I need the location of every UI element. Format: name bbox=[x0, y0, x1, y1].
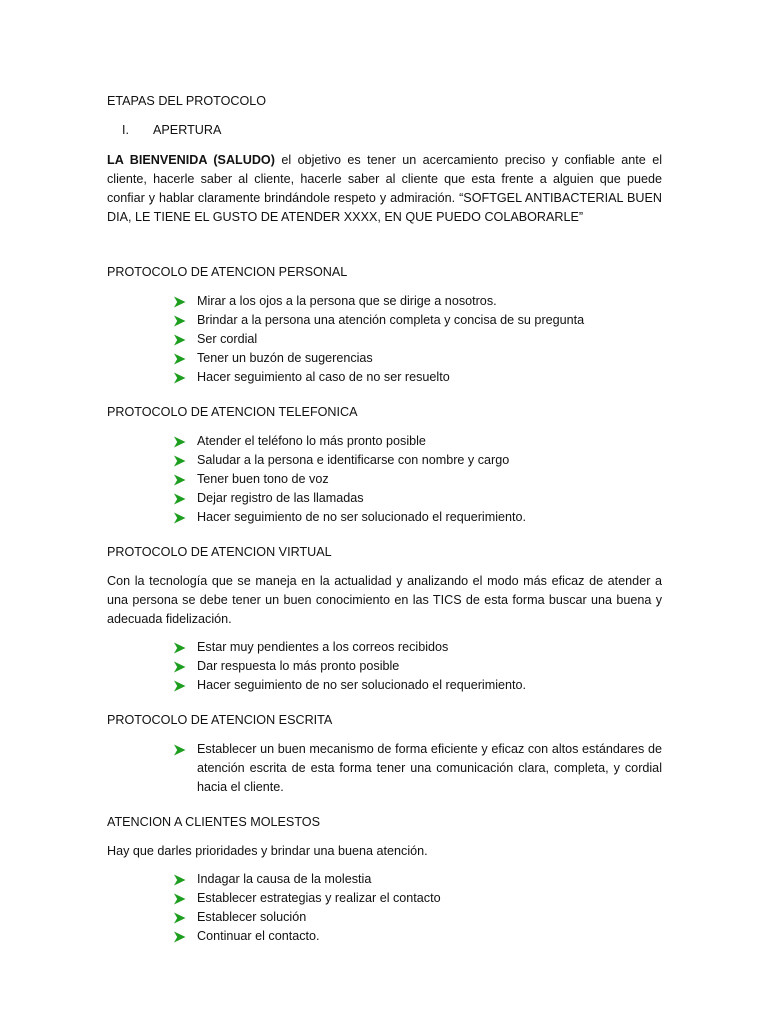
list-item bbox=[173, 311, 662, 330]
green-arrow-bullet-icon bbox=[173, 330, 197, 346]
list-atencion-telefonica bbox=[107, 432, 662, 527]
green-arrow-bullet-icon bbox=[173, 508, 197, 524]
intro-text: el objetivo es tener un acercamiento preciso y confiable ante el cliente, hacerle saber al cliente, hacerle saber al cliente que esta frente a alguien que puede confiar y hablar claramente brindándole respeto y admiración. “SOFTGEL ANTIBACTERIAL BUEN DIA, LE TIENE EL GUSTO DE ATENDER XXXX, EN QUE PUEDO COLABORARLE” bbox=[107, 153, 662, 224]
green-arrow-bullet-icon bbox=[173, 368, 197, 384]
list-item-text: Atender el teléfono lo más pronto posible bbox=[197, 434, 426, 448]
list-item bbox=[173, 889, 662, 908]
list-item bbox=[173, 927, 662, 946]
list-clientes-molestos bbox=[107, 870, 662, 946]
green-arrow-bullet-icon bbox=[173, 657, 197, 673]
list-item bbox=[173, 870, 662, 889]
list-item-text: Ser cordial bbox=[197, 332, 258, 346]
list-item bbox=[173, 451, 662, 470]
green-arrow-bullet-icon bbox=[173, 470, 197, 486]
green-arrow-bullet-icon bbox=[173, 676, 197, 692]
section-number: I. bbox=[122, 123, 129, 137]
list-item bbox=[173, 676, 662, 695]
heading-atencion-personal: PROTOCOLO DE ATENCION PERSONAL bbox=[107, 265, 348, 279]
heading-atencion-virtual: PROTOCOLO DE ATENCION VIRTUAL bbox=[107, 545, 332, 559]
list-atencion-personal bbox=[107, 292, 662, 387]
list-item-text: Establecer estrategias y realizar el contacto bbox=[197, 891, 441, 905]
list-item bbox=[173, 638, 662, 657]
section-title: APERTURA bbox=[153, 123, 222, 137]
list-item-text: Hacer seguimiento al caso de no ser resuelto bbox=[197, 370, 450, 384]
list-item-text: Indagar la causa de la molestia bbox=[197, 872, 372, 886]
green-arrow-bullet-icon bbox=[173, 740, 197, 756]
list-item-text: Brindar a la persona una atención completa y concisa de su pregunta bbox=[197, 313, 585, 327]
list-item-text: Tener buen tono de voz bbox=[197, 472, 329, 486]
green-arrow-bullet-icon bbox=[173, 638, 197, 654]
list-item-text: Mirar a los ojos a la persona que se dirige a nosotros. bbox=[197, 294, 497, 308]
list-item-text: Establecer un buen mecanismo de forma eficiente y eficaz con altos estándares de atención escrita de esta forma tener una comunicación clara, completa, y cordial hacia el cliente. bbox=[197, 742, 662, 794]
list-item-text: Saludar a la persona e identificarse con nombre y cargo bbox=[197, 453, 510, 467]
list-item bbox=[173, 908, 662, 927]
list-item-text: Tener un buzón de sugerencias bbox=[197, 351, 373, 365]
paragraph-clientes-molestos: Hay que darles prioridades y brindar una buena atención. bbox=[107, 844, 428, 858]
intro-paragraph bbox=[107, 151, 662, 227]
green-arrow-bullet-icon bbox=[173, 870, 197, 886]
heading-clientes-molestos: ATENCION A CLIENTES MOLESTOS bbox=[107, 815, 320, 829]
list-atencion-escrita bbox=[107, 740, 662, 797]
list-item bbox=[173, 508, 662, 527]
list-item-text: Continuar el contacto. bbox=[197, 929, 320, 943]
document-title: ETAPAS DEL PROTOCOLO bbox=[107, 94, 267, 108]
heading-atencion-escrita: PROTOCOLO DE ATENCION ESCRITA bbox=[107, 713, 333, 727]
green-arrow-bullet-icon bbox=[173, 432, 197, 448]
green-arrow-bullet-icon bbox=[173, 292, 197, 308]
list-item bbox=[173, 330, 662, 349]
green-arrow-bullet-icon bbox=[173, 908, 197, 924]
intro-bold-lead: LA BIENVENIDA (SALUDO) bbox=[107, 153, 275, 167]
list-item-text: Establecer solución bbox=[197, 910, 307, 924]
list-item-text: Hacer seguimiento de no ser solucionado el requerimiento. bbox=[197, 678, 527, 692]
green-arrow-bullet-icon bbox=[173, 889, 197, 905]
list-item bbox=[173, 657, 662, 676]
green-arrow-bullet-icon bbox=[173, 489, 197, 505]
list-item bbox=[173, 740, 662, 797]
list-item bbox=[173, 349, 662, 368]
document-body bbox=[107, 92, 662, 946]
list-item bbox=[173, 432, 662, 451]
list-item bbox=[173, 489, 662, 508]
list-item-text: Dejar registro de las llamadas bbox=[197, 491, 364, 505]
list-item-text: Hacer seguimiento de no ser solucionado el requerimiento. bbox=[197, 510, 527, 524]
green-arrow-bullet-icon bbox=[173, 927, 197, 943]
list-item-text: Dar respuesta lo más pronto posible bbox=[197, 659, 400, 673]
section-heading bbox=[107, 121, 662, 140]
list-atencion-virtual bbox=[107, 638, 662, 695]
green-arrow-bullet-icon bbox=[173, 311, 197, 327]
list-item bbox=[173, 292, 662, 311]
list-item bbox=[173, 368, 662, 387]
green-arrow-bullet-icon bbox=[173, 349, 197, 365]
list-item bbox=[173, 470, 662, 489]
heading-atencion-telefonica: PROTOCOLO DE ATENCION TELEFONICA bbox=[107, 405, 358, 419]
green-arrow-bullet-icon bbox=[173, 451, 197, 467]
list-item-text: Estar muy pendientes a los correos recibidos bbox=[197, 640, 449, 654]
paragraph-atencion-virtual: Con la tecnología que se maneja en la actualidad y analizando el modo más eficaz de atender a una persona se debe tener un buen conocimiento en las TICS de esta forma buscar una buena y adecuada fidelización. bbox=[107, 574, 662, 626]
